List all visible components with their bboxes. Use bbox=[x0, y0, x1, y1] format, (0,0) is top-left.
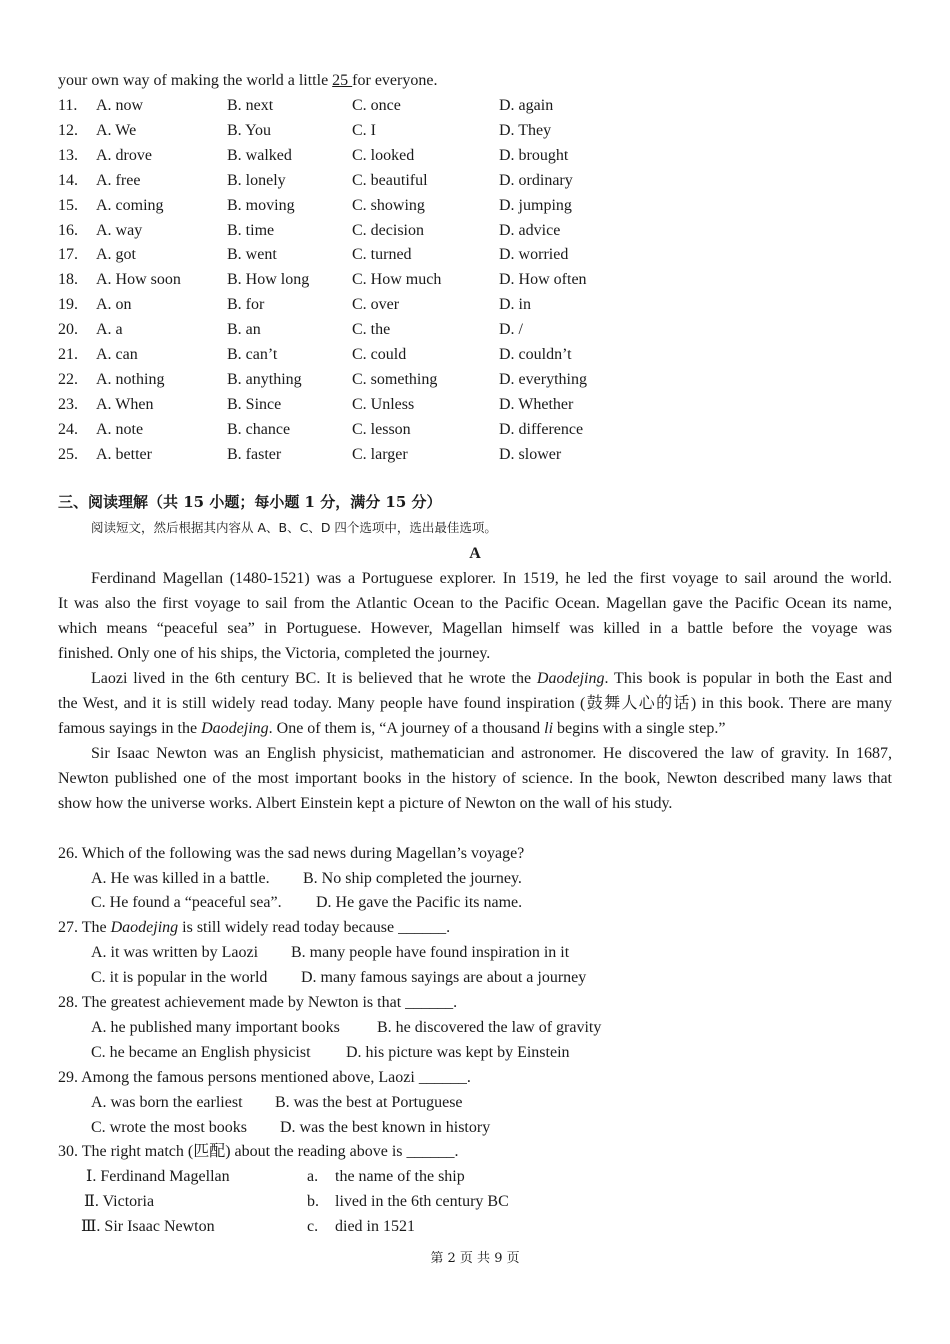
cloze-question-row bbox=[58, 168, 658, 193]
option-c: C. showing bbox=[352, 196, 425, 214]
option-a: A. better bbox=[96, 445, 152, 463]
question-26-option-d: D. He gave the Pacific its name. bbox=[316, 894, 523, 911]
unit-li: li bbox=[544, 720, 554, 737]
question-number: 14. bbox=[58, 171, 78, 189]
option-d: D. brought bbox=[499, 146, 569, 164]
option-c: C. looked bbox=[352, 146, 415, 164]
match-right-3: died in 1521 bbox=[335, 1218, 415, 1235]
question-28-option-d: D. his picture was kept by Einstein bbox=[346, 1044, 570, 1061]
option-b: B. an bbox=[227, 321, 261, 339]
option-a: A. now bbox=[96, 97, 144, 114]
option-d: D. slower bbox=[499, 445, 562, 463]
match-right-key-a: a. bbox=[307, 1168, 319, 1185]
option-c: C. could bbox=[352, 346, 407, 363]
cloze-question-row bbox=[58, 267, 658, 292]
question-number: 12. bbox=[58, 121, 78, 139]
passage-p3-line-1: Sir Isaac Newton was an English physicist, mathematician and astronomer. He discovered the law of gravity. In 1687, bbox=[91, 745, 892, 762]
option-d: D. jumping bbox=[499, 196, 572, 214]
option-a: A. We bbox=[96, 121, 137, 139]
question-28-stem: 28. The greatest achievement made by Newton is that ______. bbox=[58, 994, 458, 1011]
option-b: B. anything bbox=[227, 370, 302, 388]
page-footer: 第 2 页 共 9 页 bbox=[430, 1251, 520, 1266]
option-a: A. a bbox=[96, 321, 123, 339]
option-c: C. Unless bbox=[352, 395, 415, 413]
option-b: B. lonely bbox=[227, 171, 286, 189]
cloze-question-row bbox=[58, 193, 658, 218]
option-a: A. How soon bbox=[96, 271, 181, 289]
cloze-question-row bbox=[58, 143, 658, 168]
passage-label: A bbox=[469, 545, 481, 562]
question-number: 22. bbox=[58, 370, 78, 388]
option-a: A. When bbox=[96, 395, 154, 413]
cloze-question-row bbox=[58, 292, 658, 317]
question-number: 21. bbox=[58, 346, 78, 363]
passage-p1-line-3: which means “peaceful sea” in Portuguese. However, Magellan himself was killed in a battle before the voyage was bbox=[58, 620, 892, 637]
book-title: Daodejing bbox=[201, 720, 269, 737]
option-a: A. way bbox=[96, 221, 143, 239]
option-b: B. walked bbox=[227, 146, 292, 164]
option-d: D. again bbox=[499, 97, 554, 114]
question-30-stem: 30. The right match (匹配) about the reading above is ______. bbox=[58, 1143, 459, 1160]
passage-p1-line-4: finished. Only one of his ships, the Victoria, completed the journey. bbox=[58, 645, 491, 662]
question-29-option-c: C. wrote the most books bbox=[91, 1119, 247, 1136]
option-c: C. decision bbox=[352, 221, 424, 239]
question-27-stem: 27. The Daodejing is still widely read today because ______. bbox=[58, 919, 451, 936]
option-b: B. Since bbox=[227, 395, 282, 413]
option-c: C. once bbox=[352, 97, 401, 114]
question-26-option-c: C. He found a “peaceful sea”. bbox=[91, 894, 282, 911]
option-b: B. went bbox=[227, 246, 277, 264]
option-b: B. You bbox=[227, 121, 272, 139]
passage-p3-line-2: Newton published one of the most important books in the history of science. In the book, Newton described many laws that bbox=[58, 770, 892, 787]
question-29-stem: 29. Among the famous persons mentioned above, Laozi ______. bbox=[58, 1069, 471, 1086]
cloze-question-row bbox=[58, 367, 658, 392]
option-c: C. I bbox=[352, 121, 376, 139]
book-title: Daodejing bbox=[110, 919, 179, 936]
cloze-question-row bbox=[58, 392, 658, 417]
option-d: D. difference bbox=[499, 420, 584, 438]
option-c: C. turned bbox=[352, 246, 412, 264]
question-26-stem: 26. Which of the following was the sad news during Magellan’s voyage? bbox=[58, 845, 525, 862]
question-29-option-d: D. was the best known in history bbox=[280, 1119, 491, 1136]
option-d: D. worried bbox=[499, 246, 569, 264]
cloze-question-row bbox=[58, 118, 658, 143]
question-number: 24. bbox=[58, 420, 78, 438]
option-a: A. drove bbox=[96, 146, 152, 164]
option-b: B. How long bbox=[227, 271, 310, 289]
option-c: C. beautiful bbox=[352, 171, 428, 189]
option-a: A. nothing bbox=[96, 370, 165, 388]
section-title: 三、阅读理解（共 15 小题；每小题 1 分，满分 15 分） bbox=[58, 493, 442, 511]
option-d: D. in bbox=[499, 296, 531, 314]
match-left-1: Ⅰ. Ferdinand Magellan bbox=[86, 1168, 230, 1185]
option-d: D. couldn’t bbox=[499, 346, 572, 363]
option-a: A. can bbox=[96, 346, 138, 363]
option-a: A. free bbox=[96, 171, 141, 189]
passage-p1-line-2: It was also the first voyage to sail from the Atlantic Ocean to the Pacific Ocean. Magellan gave the Pacific Ocean its name, bbox=[58, 595, 892, 612]
question-number: 18. bbox=[58, 271, 78, 289]
cloze-tail-line: your own way of making the world a little 25 for everyone. bbox=[58, 72, 438, 89]
question-29-option-a: A. was born the earliest bbox=[91, 1094, 243, 1111]
option-c: C. larger bbox=[352, 445, 408, 463]
question-number: 25. bbox=[58, 445, 78, 463]
section-instruction: 阅读短文，然后根据其内容从 A、B、C、D 四个选项中，选出最佳选项。 bbox=[91, 520, 497, 535]
option-d: D. everything bbox=[499, 370, 587, 388]
option-c: C. the bbox=[352, 321, 391, 339]
option-a: A. got bbox=[96, 246, 136, 264]
option-a: A. coming bbox=[96, 196, 164, 214]
question-27-option-b: B. many people have found inspiration in it bbox=[291, 944, 570, 961]
option-b: B. chance bbox=[227, 420, 291, 438]
cloze-question-row bbox=[58, 442, 658, 467]
cloze-question-row bbox=[58, 242, 658, 267]
match-left-2: Ⅱ. Victoria bbox=[84, 1193, 155, 1210]
option-d: D. They bbox=[499, 121, 552, 139]
question-number: 17. bbox=[58, 246, 78, 264]
match-right-2: lived in the 6th century BC bbox=[335, 1193, 509, 1210]
question-number: 11. bbox=[58, 97, 78, 114]
option-b: B. for bbox=[227, 296, 265, 314]
option-a: A. note bbox=[96, 420, 144, 438]
question-29-option-b: B. was the best at Portuguese bbox=[275, 1094, 463, 1111]
match-right-key-b: b. bbox=[307, 1193, 319, 1210]
question-number: 19. bbox=[58, 296, 78, 314]
match-right-key-c: c. bbox=[307, 1218, 319, 1235]
question-28-option-a: A. he published many important books bbox=[91, 1019, 340, 1036]
option-a: A. on bbox=[96, 296, 132, 314]
option-d: D. How often bbox=[499, 271, 587, 289]
question-number: 16. bbox=[58, 221, 78, 239]
option-c: C. over bbox=[352, 296, 400, 314]
blank-25: 25 bbox=[332, 72, 353, 89]
passage-p1-line-1: Ferdinand Magellan (1480-1521) was a Portuguese explorer. In 1519, he led the first voyage to sail around the world. bbox=[91, 570, 892, 587]
question-number: 23. bbox=[58, 395, 78, 413]
question-number: 20. bbox=[58, 321, 78, 339]
question-28-option-b: B. he discovered the law of gravity bbox=[377, 1019, 602, 1036]
option-d: D. Whether bbox=[499, 395, 574, 413]
passage-p2-line-2: the West, and it is still widely read today. Many people have found inspiration (鼓舞人心的话) in this book. There are many bbox=[58, 695, 892, 712]
question-number: 13. bbox=[58, 146, 78, 164]
option-b: B. can’t bbox=[227, 346, 278, 363]
question-27-option-d: D. many famous sayings are about a journey bbox=[301, 969, 587, 986]
option-d: D. advice bbox=[499, 221, 561, 239]
question-27-option-a: A. it was written by Laozi bbox=[91, 944, 259, 961]
question-27-option-c: C. it is popular in the world bbox=[91, 969, 268, 986]
match-right-1: the name of the ship bbox=[335, 1168, 465, 1185]
cloze-question-row bbox=[58, 342, 658, 367]
option-b: B. time bbox=[227, 221, 275, 239]
option-c: C. something bbox=[352, 370, 438, 388]
cloze-question-row bbox=[58, 218, 658, 243]
passage-p2-line-1: Laozi lived in the 6th century BC. It is believed that he wrote the Daodejing. This book is popular in both the East and bbox=[91, 670, 892, 687]
question-28-option-c: C. he became an English physicist bbox=[91, 1044, 311, 1061]
passage-p3-line-3: show how the universe works. Albert Einstein kept a picture of Newton on the wall of his study. bbox=[58, 795, 673, 812]
option-c: C. lesson bbox=[352, 420, 411, 438]
option-b: B. moving bbox=[227, 196, 295, 214]
cloze-question-row bbox=[58, 93, 658, 118]
option-b: B. next bbox=[227, 97, 274, 114]
question-26-option-b: B. No ship completed the journey. bbox=[303, 870, 522, 887]
option-c: C. How much bbox=[352, 271, 442, 289]
question-26-option-a: A. He was killed in a battle. bbox=[91, 870, 270, 887]
book-title: Daodejing bbox=[536, 670, 605, 687]
question-number: 15. bbox=[58, 196, 78, 214]
cloze-question-row bbox=[58, 417, 658, 442]
match-left-3: Ⅲ. Sir Isaac Newton bbox=[81, 1218, 215, 1235]
option-d: D. / bbox=[499, 321, 523, 339]
cloze-question-row bbox=[58, 317, 658, 342]
option-b: B. faster bbox=[227, 445, 282, 463]
option-d: D. ordinary bbox=[499, 171, 573, 189]
passage-p2-line-3: famous sayings in the Daodejing. One of them is, “A journey of a thousand li begins with a single step.” bbox=[58, 720, 726, 737]
